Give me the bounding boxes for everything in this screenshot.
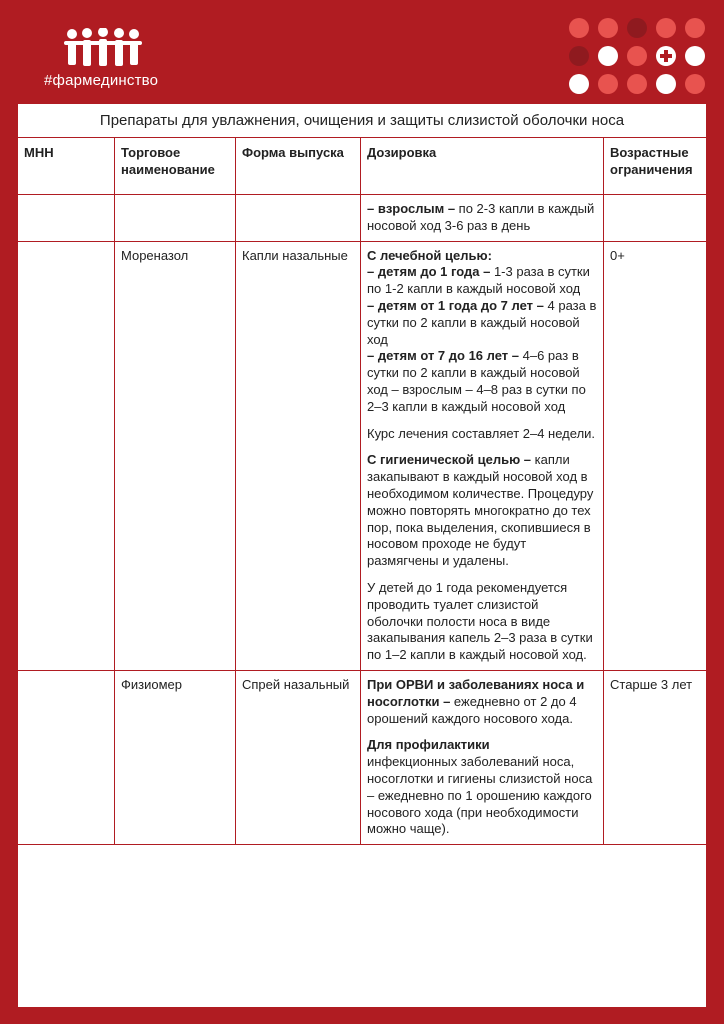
cell-dosage	[361, 670, 604, 844]
decorative-dot	[627, 18, 647, 38]
header-age: Возрастные ограничения	[604, 138, 707, 195]
dosage-bold-text: Для профилактики	[367, 737, 490, 753]
cell-form: Спрей назальный	[236, 670, 361, 844]
cell-age: Старше 3 лет	[604, 670, 707, 844]
dosage-paragraph	[367, 580, 597, 664]
dosage-text: по 2-3 капли в каждый носовой ход 3-6 раз в день	[367, 201, 595, 233]
dosage-text: инфекционных заболеваний носа, носоглотки и гигиены слизистой носа – ежедневно по 1 орошению каждого носового хода (при необходимости можно чаще).	[367, 754, 593, 837]
dosage-bold-text: С гигиенической целью –	[367, 452, 532, 468]
decorative-dot	[569, 46, 589, 66]
decorative-dot	[569, 18, 589, 38]
decorative-dot	[656, 74, 676, 94]
cell-mnn	[18, 670, 115, 844]
dosage-bold-text: С лечебной целью:	[367, 247, 492, 263]
dosage-paragraph	[367, 737, 597, 754]
dosage-bold-text: При ОРВИ и заболеваниях носа и носоглотки –	[367, 676, 585, 709]
dosage-paragraph	[367, 264, 597, 298]
dosage-bold-text: – детям до 1 года –	[367, 264, 491, 280]
medical-cross-icon	[656, 46, 676, 66]
decorative-dot	[627, 74, 647, 94]
brand-logo	[44, 28, 174, 88]
header-form: Форма выпуска	[236, 138, 361, 195]
cell-mnn	[18, 195, 115, 242]
dosage-text: 4–6 раз в сутки по 2 капли в каждый носовой ход – взрослым – 4–8 раз в сутки по 2–3 капли в каждый носовой ход	[367, 348, 586, 414]
dosage-paragraph	[367, 570, 597, 580]
cell-dosage	[361, 195, 604, 242]
cell-form: Капли назальные	[236, 241, 361, 670]
page-title: Препараты для увлажнения, очищения и защиты слизистой оболочки носа	[18, 104, 706, 138]
dosage-paragraph	[367, 754, 597, 838]
decorative-dots-grid	[569, 18, 697, 98]
dosage-paragraph	[367, 452, 597, 570]
dosage-bold-text: – детям от 1 года до 7 лет –	[367, 297, 544, 313]
decorative-dot	[627, 46, 647, 66]
header-mnn: МНН	[18, 138, 115, 195]
cell-trade-name: Мореназол	[115, 241, 236, 670]
decorative-dot	[685, 46, 705, 66]
cell-trade-name: Физиомер	[115, 670, 236, 844]
dosage-bold-text: – детям от 7 до 16 лет –	[367, 348, 520, 364]
dosage-paragraph	[367, 442, 597, 452]
cell-mnn	[18, 241, 115, 670]
cell-age: 0+	[604, 241, 707, 670]
header-dosage: Дозировка	[361, 138, 604, 195]
brand-hashtag: #фармединство	[44, 72, 159, 89]
cell-trade-name	[115, 195, 236, 242]
dosage-paragraph	[367, 677, 597, 727]
dosage-text: Курс лечения составляет 2–4 недели.	[367, 425, 596, 441]
drug-table	[18, 138, 706, 845]
dosage-paragraph	[367, 248, 597, 265]
decorative-dot	[569, 74, 589, 94]
dosage-paragraph	[367, 426, 597, 443]
dosage-text: капли закапывают в каждый носовой ход в необходимом количестве. Процедуру можно повторять многократно до тех пор, пока выделения, скопившиеся в носовом проходе не будут размягчены и удалены.	[367, 452, 594, 569]
dosage-text: У детей до 1 года рекомендуется проводить туалет слизистой оболочки полости носа в виде закапывания капель 2–3 раза в сутки по 1–2 капли в каждый носовой ход.	[367, 579, 593, 663]
decorative-dot	[685, 18, 705, 38]
decorative-dot	[685, 74, 705, 94]
dosage-text: 1-3 раза в сутки по 1-2 капли в каждый носовой ход	[367, 264, 590, 297]
table-row	[18, 241, 706, 670]
dosage-paragraph	[367, 348, 597, 415]
dosage-paragraph	[367, 298, 597, 348]
decorative-dot	[598, 74, 618, 94]
dosage-paragraph	[367, 201, 597, 235]
header-trade-name: Торговое наименование	[115, 138, 236, 195]
people-group-icon	[62, 28, 144, 68]
cell-form	[236, 195, 361, 242]
table-row	[18, 670, 706, 844]
dosage-text: ежедневно от 2 до 4 орошений каждого носового хода.	[367, 693, 577, 726]
decorative-dot	[656, 18, 676, 38]
document-sheet	[18, 104, 706, 1007]
cell-age	[604, 195, 707, 242]
cell-dosage	[361, 241, 604, 670]
dosage-bold-text: – взрослым –	[367, 201, 456, 216]
decorative-dot	[598, 46, 618, 66]
table-header-row	[18, 138, 706, 195]
decorative-dot	[598, 18, 618, 38]
dosage-text: 4 раза в сутки по 2 капли в каждый носовой ход	[367, 297, 597, 347]
table-row	[18, 195, 706, 242]
dosage-paragraph	[367, 416, 597, 426]
dosage-paragraph	[367, 727, 597, 737]
